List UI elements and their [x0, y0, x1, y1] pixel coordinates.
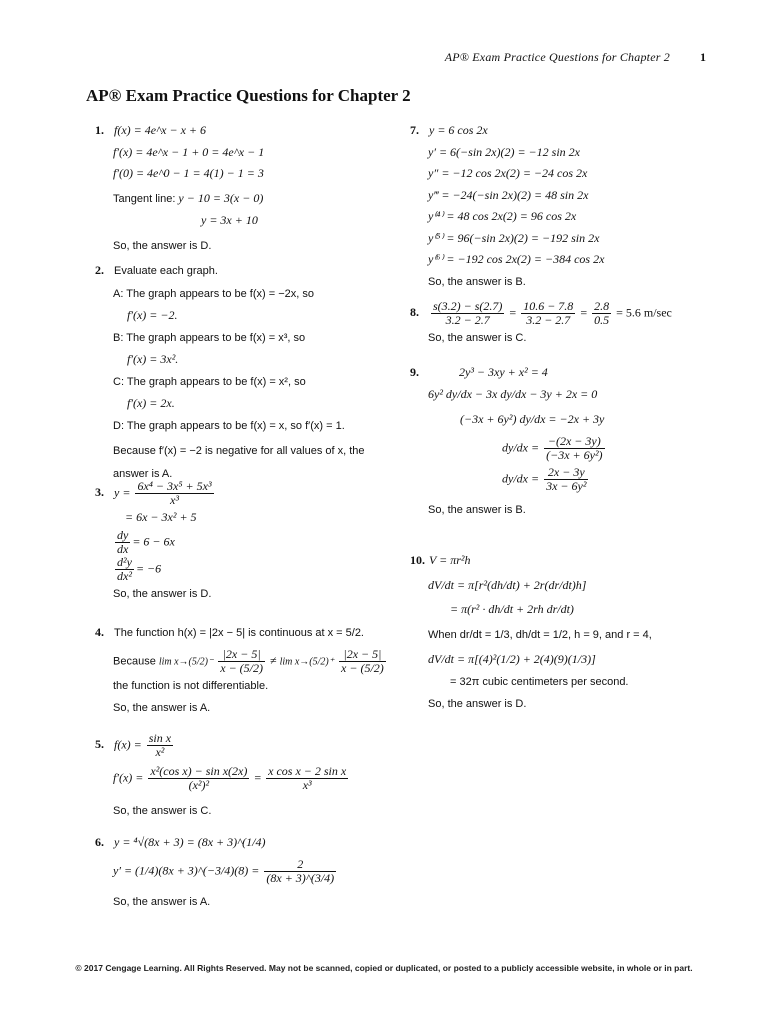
fraction-numerator: 6x⁴ − 3x⁵ + 5x³ — [137, 479, 212, 493]
equation: y″ = −12 cos 2x(2) = −24 cos 2x — [428, 166, 588, 180]
equation: = −6 — [135, 560, 162, 575]
problem-number: 9. — [410, 365, 419, 379]
page-number: 1 — [700, 50, 706, 64]
problem-number: 4. — [95, 625, 104, 639]
problem-3 — [95, 480, 216, 605]
problem-5: 5. f(x) = $\frac{\text{sin x}}{\text{x²}}$ f′(x) = $\frac{\text{x²(cos x) − sin x(2x)}}{\text{(x²)²}}$ = $\frac{\text{x cos x − 2 sin x}}{\text{x³}}$ So, the answer is C. — [95, 731, 347, 817]
text: answer is A. — [113, 467, 173, 480]
equation: = 6x − 3x² + 5 — [125, 510, 197, 524]
answer-text: So, the answer is C. — [113, 805, 212, 817]
problem-number: 10. — [410, 553, 425, 567]
text: D: The graph appears to be f(x) = x, so f′(x) = 1. — [113, 419, 345, 432]
answer-text: So, the answer is D. — [428, 698, 527, 710]
copyright-footer: © 2017 Cengage Learning. All Rights Reserved. May not be scanned, copied or duplicated, or posted to a publicly accessible website, in whole or in part. — [75, 963, 693, 973]
equation: y = — [114, 485, 131, 500]
fraction-numerator: s(3.2) − s(2.7) — [433, 299, 503, 313]
equation: = 6 − 6x — [132, 533, 175, 548]
fraction-denominator: dx — [117, 541, 129, 556]
problem-9 — [410, 362, 607, 521]
fraction-numerator: |2x − 5| — [218, 648, 265, 662]
fraction-denominator: 3x − 6y² — [546, 478, 587, 493]
equation: f′(x) = 3x². — [127, 352, 179, 366]
equation: y = ⁴√(8x + 3) = (8x + 3)^(1/4) — [114, 835, 266, 849]
equation: f(x) = — [114, 737, 142, 752]
answer-text: So, the answer is A. — [113, 702, 211, 714]
text: Because f′(x) = −2 is negative for all values of x, the — [113, 445, 365, 457]
answer-text: So, the answer is B. — [428, 503, 526, 516]
equation: y′ = (1/4)(8x + 3)^(−3/4)(8) = — [113, 862, 260, 877]
equation: 6y² dy/dx − 3x dy/dx − 3y + 2x = 0 — [428, 386, 598, 401]
text: When dr/dt = 1/3, dh/dt = 1/2, h = 9, and r = 4, — [428, 628, 652, 641]
problem-number: 1. — [95, 123, 104, 137]
page-title: AP® Exam Practice Questions for Chapter 2 — [86, 86, 411, 105]
fraction-numerator: 10.6 − 7.8 — [523, 299, 574, 313]
text: = 32π cubic centimeters per second. — [450, 675, 629, 688]
fraction — [218, 648, 265, 675]
problem-1 — [95, 120, 264, 257]
fraction — [115, 529, 130, 556]
fraction-denominator: 3.2 − 2.7 — [526, 313, 571, 327]
fraction-numerator: sin x — [148, 731, 172, 745]
problem-8: 8. $\frac{s(3.2) - s(2.7)}{3.2 - 2.7}$ = $\frac{10.6 - 7.8}{3.2 - 2.7}$ = $\frac{2.8}{0.5}$ = 5.6 m/sec So, the answer is C. — [410, 299, 672, 344]
fraction-numerator: d²y — [117, 554, 132, 569]
fraction — [544, 466, 588, 493]
text: A: The graph appears to be f(x) = −2x, so — [113, 287, 314, 300]
problem-4 — [95, 622, 388, 720]
fraction-numerator: |2x − 5| — [339, 648, 386, 662]
fraction — [266, 765, 348, 792]
equation: f′(x) = 2x. — [127, 396, 175, 410]
fraction-denominator: x² — [155, 745, 165, 759]
fraction-denominator: x³ — [170, 493, 179, 507]
fraction-denominator: x − (5/2) — [341, 660, 384, 675]
equation: f′(x) = — [113, 770, 144, 785]
problem-6 — [95, 832, 338, 913]
problem-7 — [410, 120, 604, 293]
fraction — [115, 556, 134, 583]
fraction-numerator: 2x − 3y — [544, 466, 588, 480]
text: the function is not differentiable. — [113, 679, 269, 692]
text: Evaluate each graph. — [114, 265, 218, 277]
fraction-denominator: (8x + 3)^(3/4) — [266, 870, 335, 885]
limit-left: lim x→(5/2)⁻ — [158, 655, 214, 667]
text: C: The graph appears to be f(x) = x², so — [113, 375, 306, 388]
fraction — [135, 480, 213, 507]
equation: (−3x + 6y²) dy/dx = −2x + 3y — [460, 412, 605, 426]
answer-text: So, the answer is D. — [113, 239, 212, 252]
text: Because — [113, 654, 156, 667]
not-equal: ≠ — [270, 652, 277, 667]
equation: y⁽⁵⁾ = 96(−sin 2x)(2) = −192 sin 2x — [428, 230, 600, 245]
problem-number: 5. — [95, 737, 104, 752]
problem-number: 6. — [95, 835, 104, 849]
fraction-numerator: dy — [117, 527, 129, 542]
equation: f′(0) = 4e^0 − 1 = 4(1) − 1 = 3 — [113, 166, 264, 180]
result: = 5.6 m/sec — [616, 305, 672, 320]
fraction — [431, 300, 504, 327]
equation: 2y³ − 3xy + x² = 4 — [459, 365, 548, 379]
equation: = π(r² · dh/dt + 2rh dr/dt) — [450, 602, 574, 616]
fraction-denominator: dx² — [117, 568, 132, 583]
equation: V = πr²h — [429, 553, 471, 567]
fraction-numerator: 2.8 — [594, 299, 610, 313]
problem-2 — [95, 260, 365, 485]
fraction-numerator: x²(cos x) − sin x(2x) — [150, 764, 248, 778]
equation: y′ = 6(−sin 2x)(2) = −12 sin 2x — [428, 144, 580, 159]
dy-dx-label: dy/dx = — [502, 439, 540, 454]
answer-text: So, the answer is D. — [113, 587, 212, 600]
problem-number: 7. — [410, 123, 419, 137]
fraction — [264, 858, 336, 885]
fraction-numerator: −(2x − 3y) — [544, 435, 604, 449]
fraction-denominator: 0.5 — [594, 313, 610, 327]
text: The function h(x) = |2x − 5| is continuous at x = 5/2. — [114, 627, 364, 639]
fraction-denominator: 3.2 − 2.7 — [445, 313, 490, 327]
fraction-denominator: x − (5/2) — [220, 660, 263, 675]
equation: dV/dt = π[r²(dh/dt) + 2r(dr/dt)h] — [428, 577, 587, 592]
equation: f′(x) = 4e^x − 1 + 0 = 4e^x − 1 — [113, 144, 265, 159]
fraction — [147, 732, 173, 759]
equation: y⁽⁶⁾ = −192 cos 2x(2) = −384 cos 2x — [428, 252, 605, 266]
problem-10 — [410, 550, 652, 716]
fraction — [592, 300, 611, 327]
problem-number: 2. — [95, 263, 104, 277]
fraction — [521, 300, 575, 327]
equation: y‴ = −24(−sin 2x)(2) = 48 sin 2x — [428, 187, 589, 202]
fraction — [148, 765, 249, 792]
fraction — [544, 435, 604, 462]
fraction-denominator: x³ — [302, 778, 312, 792]
dy-dx-label: dy/dx = — [502, 470, 540, 485]
equation: y − 10 = 3(x − 0) — [178, 190, 264, 205]
fraction-denominator: (−3x + 6y²) — [546, 447, 603, 462]
equation: f′(x) = −2. — [127, 308, 178, 322]
fraction — [339, 648, 386, 675]
equation: y⁽⁴⁾ = 48 cos 2x(2) = 96 cos 2x — [428, 209, 577, 223]
running-header: AP® Exam Practice Questions for Chapter 2 — [444, 50, 670, 64]
equation: f(x) = 4e^x − x + 6 — [114, 123, 206, 137]
answer-text: So, the answer is A. — [113, 895, 211, 908]
fraction-numerator: x cos x − 2 sin x — [268, 764, 347, 778]
equation: y = 6 cos 2x — [429, 123, 488, 137]
equation: y = 3x + 10 — [201, 213, 258, 227]
label: Tangent line: — [113, 192, 176, 205]
answer-text: So, the answer is B. — [428, 275, 526, 288]
problem-number: 8. — [410, 305, 419, 320]
limit-right: lim x→(5/2)⁺ — [279, 655, 335, 667]
text: B: The graph appears to be f(x) = x³, so — [113, 331, 306, 344]
equation: dV/dt = π[(4)²(1/2) + 2(4)(9)(1/3)] — [428, 652, 596, 666]
answer-text: So, the answer is C. — [428, 332, 527, 344]
problem-number: 3. — [95, 485, 104, 500]
fraction-denominator: (x²)² — [188, 778, 210, 792]
fraction-numerator: 2 — [264, 858, 336, 872]
